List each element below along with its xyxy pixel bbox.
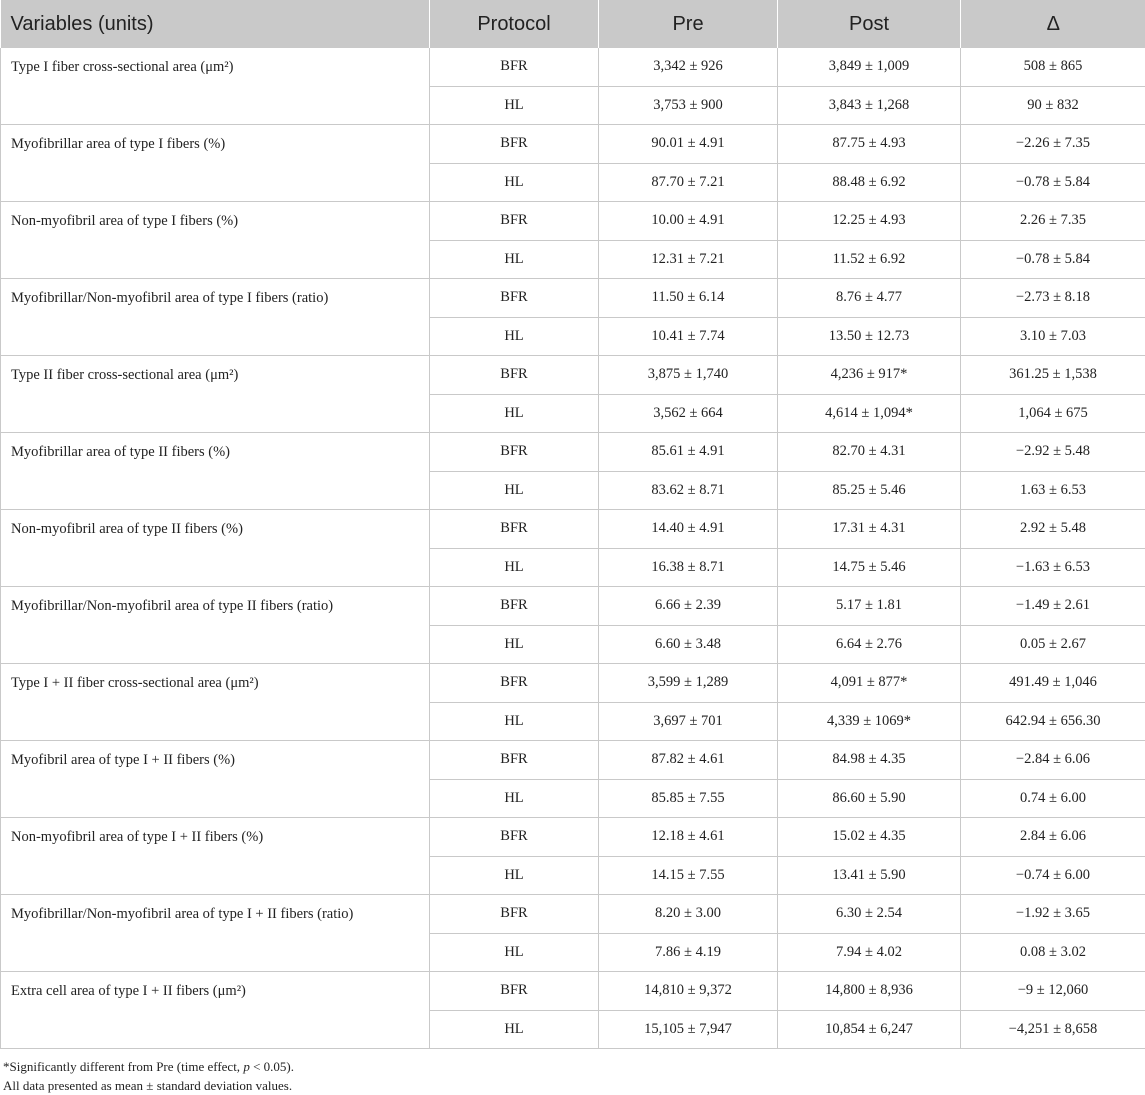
pre-cell: 3,599 ± 1,289 [599,664,778,703]
variable-cell: Non-myofibril area of type I + II fibers (%) [1,818,430,895]
protocol-cell: BFR [430,433,599,472]
delta-cell: −4,251 ± 8,658 [961,1010,1145,1049]
protocol-cell: BFR [430,356,599,395]
pre-cell: 14,810 ± 9,372 [599,972,778,1011]
table-row [1,741,1145,780]
protocol-cell: BFR [430,972,599,1011]
pre-cell: 6.66 ± 2.39 [599,587,778,626]
pre-cell: 15,105 ± 7,947 [599,1010,778,1049]
protocol-cell: BFR [430,279,599,318]
delta-cell: 0.74 ± 6.00 [961,779,1145,818]
protocol-cell: HL [430,933,599,972]
header-post: Post [778,0,961,48]
delta-cell: −2.84 ± 6.06 [961,741,1145,780]
footnote-p-symbol: p [243,1059,250,1074]
post-cell: 6.64 ± 2.76 [778,625,961,664]
table-row [1,202,1145,241]
protocol-cell: HL [430,856,599,895]
table-row [1,433,1145,472]
delta-cell: −0.74 ± 6.00 [961,856,1145,895]
pre-cell: 6.60 ± 3.48 [599,625,778,664]
variable-cell: Myofibrillar/Non-myofibril area of type I + II fibers (ratio) [1,895,430,972]
pre-cell: 3,697 ± 701 [599,702,778,741]
header-pre: Pre [599,0,778,48]
post-cell: 87.75 ± 4.93 [778,125,961,164]
post-cell: 17.31 ± 4.31 [778,510,961,549]
table-row [1,356,1145,395]
post-cell: 8.76 ± 4.77 [778,279,961,318]
table-row [1,664,1145,703]
delta-cell: 90 ± 832 [961,86,1145,125]
pre-cell: 8.20 ± 3.00 [599,895,778,934]
protocol-cell: HL [430,779,599,818]
protocol-cell: BFR [430,202,599,241]
variable-cell: Non-myofibril area of type I fibers (%) [1,202,430,279]
delta-cell: 508 ± 865 [961,48,1145,86]
variable-cell: Myofibrillar/Non-myofibril area of type I fibers (ratio) [1,279,430,356]
table-row [1,895,1145,934]
variable-cell: Myofibrillar area of type I fibers (%) [1,125,430,202]
pre-cell: 85.85 ± 7.55 [599,779,778,818]
protocol-cell: BFR [430,125,599,164]
post-cell: 88.48 ± 6.92 [778,163,961,202]
protocol-cell: HL [430,394,599,433]
table-row [1,279,1145,318]
table-body [1,48,1145,1049]
pre-cell: 3,753 ± 900 [599,86,778,125]
post-cell: 4,236 ± 917* [778,356,961,395]
delta-cell: −0.78 ± 5.84 [961,240,1145,279]
protocol-cell: BFR [430,510,599,549]
delta-cell: −0.78 ± 5.84 [961,163,1145,202]
post-cell: 14,800 ± 8,936 [778,972,961,1011]
table-row [1,510,1145,549]
variable-cell: Type I + II fiber cross-sectional area (μm²) [1,664,430,741]
pre-cell: 85.61 ± 4.91 [599,433,778,472]
protocol-cell: HL [430,471,599,510]
protocol-cell: HL [430,163,599,202]
delta-cell: 0.08 ± 3.02 [961,933,1145,972]
pre-cell: 87.70 ± 7.21 [599,163,778,202]
delta-cell: −1.92 ± 3.65 [961,895,1145,934]
table-row [1,48,1145,86]
delta-cell: 1,064 ± 675 [961,394,1145,433]
pre-cell: 3,342 ± 926 [599,48,778,86]
post-cell: 4,339 ± 1069* [778,702,961,741]
protocol-cell: HL [430,317,599,356]
protocol-cell: BFR [430,48,599,86]
delta-cell: 1.63 ± 6.53 [961,471,1145,510]
significance-footnote [3,1057,294,1076]
pre-cell: 14.15 ± 7.55 [599,856,778,895]
table-row [1,818,1145,857]
table-footnotes [3,1057,294,1095]
protocol-cell: HL [430,1010,599,1049]
pre-cell: 10.41 ± 7.74 [599,317,778,356]
protocol-cell: BFR [430,587,599,626]
post-cell: 6.30 ± 2.54 [778,895,961,934]
post-cell: 12.25 ± 4.93 [778,202,961,241]
post-cell: 13.50 ± 12.73 [778,317,961,356]
delta-cell: 642.94 ± 656.30 [961,702,1145,741]
protocol-cell: HL [430,548,599,587]
variable-cell: Non-myofibril area of type II fibers (%) [1,510,430,587]
post-cell: 82.70 ± 4.31 [778,433,961,472]
header-row [1,0,1145,48]
delta-cell: 2.92 ± 5.48 [961,510,1145,549]
variable-cell: Type II fiber cross-sectional area (μm²) [1,356,430,433]
protocol-cell: HL [430,240,599,279]
protocol-cell: BFR [430,741,599,780]
header-delta: Δ [961,0,1145,48]
table-row [1,125,1145,164]
variable-cell: Type I fiber cross-sectional area (μm²) [1,48,430,125]
footnote-text-end: < 0.05). [249,1059,294,1074]
post-cell: 4,614 ± 1,094* [778,394,961,433]
pre-cell: 3,562 ± 664 [599,394,778,433]
variable-cell: Myofibril area of type I + II fibers (%) [1,741,430,818]
delta-cell: 2.26 ± 7.35 [961,202,1145,241]
delta-cell: 2.84 ± 6.06 [961,818,1145,857]
post-cell: 13.41 ± 5.90 [778,856,961,895]
protocol-cell: HL [430,625,599,664]
pre-cell: 90.01 ± 4.91 [599,125,778,164]
pre-cell: 7.86 ± 4.19 [599,933,778,972]
post-cell: 10,854 ± 6,247 [778,1010,961,1049]
table-row [1,972,1145,1011]
variable-cell: Myofibrillar/Non-myofibril area of type II fibers (ratio) [1,587,430,664]
post-cell: 3,849 ± 1,009 [778,48,961,86]
post-cell: 86.60 ± 5.90 [778,779,961,818]
delta-cell: 361.25 ± 1,538 [961,356,1145,395]
pre-cell: 16.38 ± 8.71 [599,548,778,587]
post-cell: 84.98 ± 4.35 [778,741,961,780]
post-cell: 7.94 ± 4.02 [778,933,961,972]
pre-cell: 87.82 ± 4.61 [599,741,778,780]
post-cell: 85.25 ± 5.46 [778,471,961,510]
pre-cell: 14.40 ± 4.91 [599,510,778,549]
pre-cell: 12.31 ± 7.21 [599,240,778,279]
delta-cell: −9 ± 12,060 [961,972,1145,1011]
delta-cell: −1.49 ± 2.61 [961,587,1145,626]
protocol-cell: BFR [430,818,599,857]
table-row [1,587,1145,626]
pre-cell: 83.62 ± 8.71 [599,471,778,510]
protocol-cell: HL [430,702,599,741]
variable-cell: Extra cell area of type I + II fibers (μm²) [1,972,430,1049]
post-cell: 5.17 ± 1.81 [778,587,961,626]
table-header [1,0,1145,48]
data-note-footnote: All data presented as mean ± standard deviation values. [3,1078,293,1093]
header-variables: Variables (units) [1,0,430,48]
pre-cell: 10.00 ± 4.91 [599,202,778,241]
delta-cell: −2.92 ± 5.48 [961,433,1145,472]
pre-cell: 3,875 ± 1,740 [599,356,778,395]
variable-cell: Myofibrillar area of type II fibers (%) [1,433,430,510]
post-cell: 4,091 ± 877* [778,664,961,703]
delta-cell: 3.10 ± 7.03 [961,317,1145,356]
footnote-text: *Significantly different from Pre (time effect, [3,1059,244,1074]
delta-cell: −1.63 ± 6.53 [961,548,1145,587]
post-cell: 11.52 ± 6.92 [778,240,961,279]
delta-cell: −2.26 ± 7.35 [961,125,1145,164]
protocol-cell: BFR [430,664,599,703]
delta-cell: 0.05 ± 2.67 [961,625,1145,664]
post-cell: 15.02 ± 4.35 [778,818,961,857]
protocol-cell: HL [430,86,599,125]
header-protocol: Protocol [430,0,599,48]
pre-cell: 12.18 ± 4.61 [599,818,778,857]
pre-cell: 11.50 ± 6.14 [599,279,778,318]
delta-cell: 491.49 ± 1,046 [961,664,1145,703]
post-cell: 14.75 ± 5.46 [778,548,961,587]
protocol-cell: BFR [430,895,599,934]
delta-cell: −2.73 ± 8.18 [961,279,1145,318]
post-cell: 3,843 ± 1,268 [778,86,961,125]
